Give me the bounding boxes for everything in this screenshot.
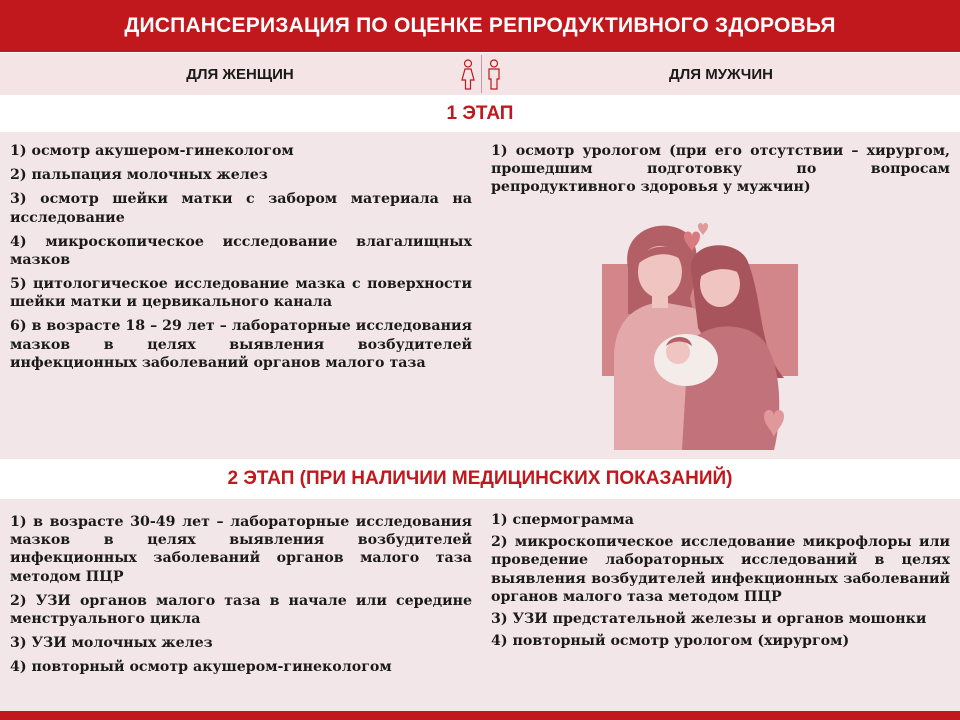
list-item: 6) в возрасте 18 – 29 лет – лабораторные исследования мазков в целях выявления возбудителей инфекционных заболеваний органов малого таза (10, 318, 472, 371)
list-item: 3) УЗИ молочных желез (10, 635, 213, 652)
list-item: 2) УЗИ органов малого таза в начале или середине менструального цикла (10, 592, 472, 627)
male-icon (486, 59, 502, 91)
female-icon (460, 59, 476, 91)
stage-2-men-list (491, 511, 950, 654)
list-item: 5) цитологическое исследование мазка с поверхности шейки матки и цервикального канала (10, 276, 472, 311)
list-item: 2) пальпация молочных желез (10, 167, 268, 184)
list-item: 2) микроскопическое исследование микрофлоры или проведение лабораторных исследований в целях выявления возбудителей инфекционных заболеваний органов малого таза методом ПЦР (491, 534, 950, 605)
men-column-header: ДЛЯ МУЖЧИН (669, 65, 773, 83)
list-item: 4) повторный осмотр акушером-гинекологом (10, 659, 392, 676)
list-item: 1) осмотр акушером-гинекологом (10, 143, 294, 159)
list-item: 1) спермограмма (491, 512, 634, 528)
women-column-header: ДЛЯ ЖЕНЩИН (186, 65, 294, 83)
family-illustration (598, 218, 804, 450)
list-item: 1) осмотр урологом (при его отсутствии – хирургом, прошедшим подготовку по вопросам репродуктивного здоровья у мужчин) (491, 143, 950, 196)
list-item: 4) повторный осмотр урологом (хирургом) (491, 633, 850, 650)
stage-1-header: 1 ЭТАП (0, 96, 960, 132)
list-item: 1) в возрасте 30-49 лет – лабораторные исследования мазков в целях выявления возбудителей инфекционных заболеваний органов малого таза методом ПЦР (10, 514, 472, 585)
list-item: 4) микроскопическое исследование влагалищных мазков (10, 233, 472, 268)
column-divider (481, 55, 482, 93)
stage-1-content (0, 132, 960, 459)
stage-2-women-list (10, 513, 472, 682)
stage-1-men-list (491, 142, 950, 203)
column-header-row (0, 52, 960, 96)
stage-1-women-list (10, 142, 472, 378)
stage-2-content (0, 499, 960, 711)
list-item: 3) осмотр шейки матки с забором материала на исследование (10, 191, 472, 226)
bottom-accent-bar (0, 711, 960, 720)
page-title: ДИСПАНСЕРИЗАЦИЯ ПО ОЦЕНКЕ РЕПРОДУКТИВНОГО ЗДОРОВЬЯ (0, 0, 960, 52)
list-item: 3) УЗИ предстательной железы и органов мошонки (491, 610, 927, 627)
stage-2-header: 2 ЭТАП (ПРИ НАЛИЧИИ МЕДИЦИНСКИХ ПОКАЗАНИЙ) (0, 459, 960, 499)
